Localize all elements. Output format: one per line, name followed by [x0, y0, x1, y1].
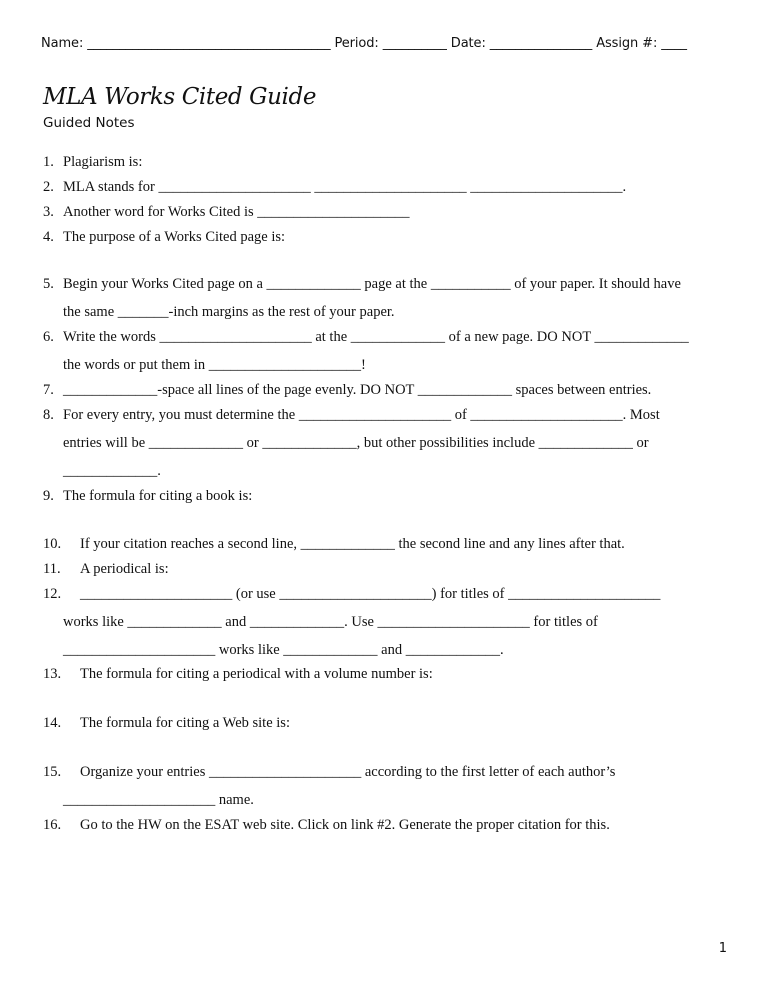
list-item — [43, 150, 733, 175]
item-text: _____________________ (or use _____________________) for titles of _____________________ — [80, 586, 661, 602]
item-number: 10. — [43, 536, 62, 552]
list-item — [43, 662, 733, 687]
item-number: 16. — [43, 817, 62, 833]
list-item — [43, 225, 733, 250]
item-text: _____________. — [63, 463, 161, 479]
item-text: Plagiarism is: — [63, 154, 143, 170]
item-number: 12. — [43, 586, 62, 602]
item-number: 8. — [43, 407, 54, 423]
item-text: If your citation reaches a second line, _____________ the second line and any lines after that. — [80, 536, 625, 552]
item-text: Go to the HW on the ESAT web site. Click on link #2. Generate the proper citation for this. — [80, 817, 610, 833]
item-number: 11. — [43, 561, 61, 577]
document-subtitle: Guided Notes — [43, 115, 135, 131]
item-number: 1. — [43, 154, 54, 170]
item-number: 2. — [43, 179, 54, 195]
item-number: 15. — [43, 764, 62, 780]
item-text: The formula for citing a book is: — [63, 488, 253, 504]
item-text: _____________-space all lines of the page evenly. DO NOT _____________ spaces between entries. — [63, 382, 652, 398]
item-text: Begin your Works Cited page on a _____________ page at the ___________ of your paper. It should have — [63, 276, 681, 292]
item-text: The purpose of a Works Cited page is: — [63, 229, 286, 245]
item-number: 4. — [43, 229, 54, 245]
item-number: 6. — [43, 329, 54, 345]
item-number: 9. — [43, 488, 54, 504]
list-item — [43, 272, 733, 325]
item-text: For every entry, you must determine the _____________________ of _____________________. Most — [63, 407, 660, 423]
item-number: 13. — [43, 666, 62, 682]
header-fields: Name: ______________________________________ Period: __________ Date: ________________ Assign #: ____ — [41, 36, 687, 51]
item-number: 5. — [43, 276, 54, 292]
item-number: 14. — [43, 715, 62, 731]
item-text: Another word for Works Cited is _____________________ — [63, 204, 410, 220]
item-text: Write the words _____________________ at the _____________ of a new page. DO NOT _____________ — [63, 329, 689, 345]
item-text: The formula for citing a periodical with a volume number is: — [80, 666, 433, 682]
item-text: _____________________ name. — [63, 792, 254, 808]
item-text: Organize your entries _____________________ according to the first letter of each author’s — [80, 764, 616, 780]
list-item — [43, 200, 733, 225]
list-item — [43, 813, 733, 838]
list-item — [43, 760, 733, 813]
item-text: A periodical is: — [80, 561, 169, 577]
list-item — [43, 403, 733, 484]
item-text: entries will be _____________ or _____________, but other possibilities include _____________ or — [63, 435, 649, 451]
list-item — [43, 582, 733, 663]
item-text: works like _____________ and _____________. Use _____________________ for titles of — [63, 614, 598, 630]
item-text: _____________________ works like _____________ and _____________. — [63, 642, 504, 658]
item-text: MLA stands for _____________________ _____________________ _____________________. — [63, 179, 627, 195]
list-item — [43, 532, 733, 557]
item-text: the same _______-inch margins as the rest of your paper. — [63, 304, 395, 320]
list-item — [43, 557, 733, 582]
item-number: 7. — [43, 382, 54, 398]
list-item — [43, 175, 733, 200]
page-number: 1 — [718, 941, 727, 956]
document-title: MLA Works Cited Guide — [43, 84, 317, 110]
list-item — [43, 711, 733, 736]
item-number: 3. — [43, 204, 54, 220]
list-item — [43, 325, 733, 378]
list-item — [43, 378, 733, 403]
item-text: The formula for citing a Web site is: — [80, 715, 290, 731]
list-item — [43, 484, 733, 509]
item-text: the words or put them in _____________________! — [63, 357, 366, 373]
